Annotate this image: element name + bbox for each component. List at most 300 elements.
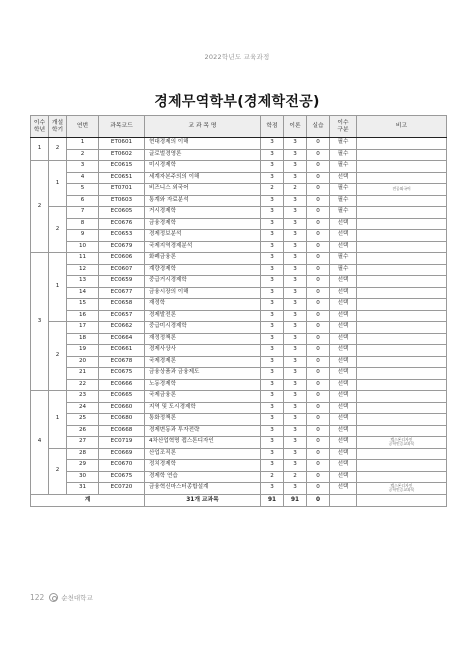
type-cell: 선택 <box>330 230 357 242</box>
theory-cell: 3 <box>284 356 307 368</box>
note-cell <box>357 425 447 437</box>
note-cell: 캡스톤디자인 공학인증교과목 <box>357 483 447 495</box>
semester-cell: 2 <box>49 448 67 494</box>
note-cell <box>357 230 447 242</box>
col-header-note: 비고 <box>357 116 447 138</box>
row-num: 18 <box>67 333 99 345</box>
course-code: EC0661 <box>99 345 145 357</box>
type-cell: 필수 <box>330 264 357 276</box>
table-body <box>31 138 447 507</box>
table-row <box>31 207 447 219</box>
col-header-type: 이수 구분 <box>330 116 357 138</box>
note-cell: 캡스톤디자인 공학인증교과목 <box>357 437 447 449</box>
row-num: 1 <box>67 138 99 150</box>
curriculum-year-label: 2022학년도 교육과정 <box>204 53 270 61</box>
theory-cell: 3 <box>284 437 307 449</box>
row-num: 22 <box>67 379 99 391</box>
credit-cell: 3 <box>261 149 284 161</box>
type-cell: 선택 <box>330 425 357 437</box>
type-cell: 선택 <box>330 322 357 334</box>
note-cell <box>357 149 447 161</box>
col-header-code: 과목코드 <box>99 116 145 138</box>
course-code: EC0720 <box>99 483 145 495</box>
practice-cell: 0 <box>307 345 330 357</box>
practice-cell: 0 <box>307 149 330 161</box>
row-num: 8 <box>67 218 99 230</box>
table-row <box>31 368 447 380</box>
theory-cell: 3 <box>284 460 307 472</box>
curriculum-table <box>30 115 447 507</box>
type-cell: 선택 <box>330 368 357 380</box>
credit-cell: 3 <box>261 172 284 184</box>
total-course-count: 31개 교과목 <box>145 494 261 506</box>
type-cell: 선택 <box>330 391 357 403</box>
note-cell <box>357 138 447 150</box>
practice-cell: 0 <box>307 264 330 276</box>
row-num: 14 <box>67 287 99 299</box>
course-name: 국제금융론 <box>145 391 261 403</box>
course-code: ET0602 <box>99 149 145 161</box>
row-num: 10 <box>67 241 99 253</box>
theory-cell: 3 <box>284 264 307 276</box>
note-cell <box>357 333 447 345</box>
practice-cell: 0 <box>307 425 330 437</box>
table-row <box>31 310 447 322</box>
practice-cell: 0 <box>307 138 330 150</box>
row-num: 21 <box>67 368 99 380</box>
row-num: 11 <box>67 253 99 265</box>
table-row <box>31 483 447 495</box>
course-name: 계량경제학 <box>145 264 261 276</box>
note-cell <box>357 241 447 253</box>
credit-cell: 3 <box>261 437 284 449</box>
semester-cell: 1 <box>49 391 67 449</box>
table-row <box>31 149 447 161</box>
course-name: 통화정책론 <box>145 414 261 426</box>
table-row <box>31 471 447 483</box>
note-cell <box>357 172 447 184</box>
course-code: EC0676 <box>99 218 145 230</box>
theory-cell: 3 <box>284 253 307 265</box>
course-name: 중급미시경제학 <box>145 322 261 334</box>
table-row <box>31 460 447 472</box>
type-cell: 선택 <box>330 218 357 230</box>
note-cell: 전공외국어 <box>357 184 447 196</box>
course-name: 화폐금융론 <box>145 253 261 265</box>
practice-cell: 0 <box>307 310 330 322</box>
row-num: 4 <box>67 172 99 184</box>
theory-cell: 3 <box>284 425 307 437</box>
course-name: 중급거시경제학 <box>145 276 261 288</box>
credit-cell: 3 <box>261 345 284 357</box>
note-cell <box>357 448 447 460</box>
course-code: EC0665 <box>99 391 145 403</box>
course-name: 재정정책론 <box>145 333 261 345</box>
note-cell <box>357 287 447 299</box>
theory-cell: 3 <box>284 299 307 311</box>
note-cell <box>357 299 447 311</box>
type-cell: 선택 <box>330 471 357 483</box>
credit-cell: 3 <box>261 414 284 426</box>
credit-cell: 3 <box>261 391 284 403</box>
practice-cell: 0 <box>307 161 330 173</box>
row-num: 25 <box>67 414 99 426</box>
type-cell: 선택 <box>330 448 357 460</box>
table-row <box>31 161 447 173</box>
course-code: EC0658 <box>99 299 145 311</box>
table-row <box>31 356 447 368</box>
theory-cell: 3 <box>284 379 307 391</box>
course-code: EC0668 <box>99 425 145 437</box>
note-cell <box>357 264 447 276</box>
table-header-row <box>31 116 447 138</box>
course-code: EC0675 <box>99 368 145 380</box>
type-cell: 필수 <box>330 184 357 196</box>
type-cell: 선택 <box>330 287 357 299</box>
theory-cell: 3 <box>284 241 307 253</box>
table-row <box>31 276 447 288</box>
course-name: 재정학 <box>145 299 261 311</box>
type-cell: 선택 <box>330 356 357 368</box>
credit-cell: 3 <box>261 333 284 345</box>
practice-cell: 0 <box>307 333 330 345</box>
type-cell: 필수 <box>330 149 357 161</box>
course-code: EC0669 <box>99 448 145 460</box>
course-name: 국제지역경제분석 <box>145 241 261 253</box>
note-cell <box>357 379 447 391</box>
table-row <box>31 172 447 184</box>
row-num: 23 <box>67 391 99 403</box>
note-cell <box>357 414 447 426</box>
theory-cell: 3 <box>284 161 307 173</box>
year-cell: 4 <box>31 391 49 495</box>
row-num: 6 <box>67 195 99 207</box>
practice-cell: 0 <box>307 218 330 230</box>
note-cell <box>357 310 447 322</box>
practice-cell: 0 <box>307 253 330 265</box>
note-cell <box>357 207 447 219</box>
type-cell: 선택 <box>330 299 357 311</box>
practice-cell: 0 <box>307 448 330 460</box>
col-header-year: 이수 학년 <box>31 116 49 138</box>
col-header-semester: 개설 학기 <box>49 116 67 138</box>
col-header-credit: 학점 <box>261 116 284 138</box>
theory-cell: 3 <box>284 322 307 334</box>
course-code: EC0719 <box>99 437 145 449</box>
theory-cell: 3 <box>284 287 307 299</box>
type-cell: 필수 <box>330 207 357 219</box>
note-cell <box>357 391 447 403</box>
practice-cell: 0 <box>307 471 330 483</box>
table-row <box>31 299 447 311</box>
course-name: 지역 및 도시경제학 <box>145 402 261 414</box>
theory-cell: 3 <box>284 391 307 403</box>
practice-cell: 0 <box>307 299 330 311</box>
page-title: 경제무역학부(경제학전공) <box>154 94 320 110</box>
semester-cell: 1 <box>49 161 67 207</box>
note-cell <box>357 322 447 334</box>
type-cell: 필수 <box>330 195 357 207</box>
row-num: 31 <box>67 483 99 495</box>
course-name: 4차산업혁명 캡스톤디자인 <box>145 437 261 449</box>
theory-cell: 3 <box>284 172 307 184</box>
practice-cell: 0 <box>307 402 330 414</box>
course-name: 산업조직론 <box>145 448 261 460</box>
theory-cell: 3 <box>284 402 307 414</box>
theory-cell: 3 <box>284 368 307 380</box>
course-code: ET0701 <box>99 184 145 196</box>
table-row <box>31 391 447 403</box>
type-cell: 선택 <box>330 310 357 322</box>
page-footer <box>30 591 93 603</box>
course-name: 경제학 연습 <box>145 471 261 483</box>
credit-cell: 3 <box>261 379 284 391</box>
semester-cell: 2 <box>49 207 67 253</box>
table-row <box>31 333 447 345</box>
course-code: EC0606 <box>99 253 145 265</box>
type-cell: 선택 <box>330 172 357 184</box>
credit-cell: 3 <box>261 483 284 495</box>
course-name: 세계자본주의의 이해 <box>145 172 261 184</box>
row-num: 24 <box>67 402 99 414</box>
type-cell: 선택 <box>330 437 357 449</box>
credit-cell: 3 <box>261 276 284 288</box>
credit-cell: 2 <box>261 471 284 483</box>
practice-cell: 0 <box>307 276 330 288</box>
practice-cell: 0 <box>307 287 330 299</box>
row-num: 13 <box>67 276 99 288</box>
total-credit: 91 <box>261 494 284 506</box>
credit-cell: 3 <box>261 218 284 230</box>
col-header-theory: 이론 <box>284 116 307 138</box>
total-note <box>357 494 447 506</box>
credit-cell: 3 <box>261 207 284 219</box>
course-name: 금융상품과 금융제도 <box>145 368 261 380</box>
course-name: 국제경제론 <box>145 356 261 368</box>
theory-cell: 3 <box>284 149 307 161</box>
practice-cell: 0 <box>307 356 330 368</box>
table-row <box>31 322 447 334</box>
theory-cell: 3 <box>284 230 307 242</box>
credit-cell: 3 <box>261 460 284 472</box>
practice-cell: 0 <box>307 368 330 380</box>
course-name: 금융시장의 이해 <box>145 287 261 299</box>
row-num: 27 <box>67 437 99 449</box>
table-row <box>31 414 447 426</box>
row-num: 16 <box>67 310 99 322</box>
note-cell <box>357 218 447 230</box>
theory-cell: 3 <box>284 333 307 345</box>
type-cell: 필수 <box>330 138 357 150</box>
practice-cell: 0 <box>307 414 330 426</box>
theory-cell: 3 <box>284 195 307 207</box>
course-code: EC0680 <box>99 414 145 426</box>
credit-cell: 3 <box>261 253 284 265</box>
credit-cell: 3 <box>261 448 284 460</box>
theory-cell: 3 <box>284 207 307 219</box>
practice-cell: 0 <box>307 172 330 184</box>
col-header-name: 교 과 목 명 <box>145 116 261 138</box>
table-row <box>31 425 447 437</box>
credit-cell: 3 <box>261 264 284 276</box>
type-cell: 필수 <box>330 161 357 173</box>
course-code: EC0675 <box>99 471 145 483</box>
course-code: EC0664 <box>99 333 145 345</box>
course-name: 미시경제학 <box>145 161 261 173</box>
course-code: EC0615 <box>99 161 145 173</box>
university-name: 순천대학교 <box>61 593 93 602</box>
row-num: 26 <box>67 425 99 437</box>
theory-cell: 3 <box>284 218 307 230</box>
type-cell: 선택 <box>330 241 357 253</box>
type-cell: 선택 <box>330 460 357 472</box>
course-code: EC0670 <box>99 460 145 472</box>
theory-cell: 2 <box>284 471 307 483</box>
table-row <box>31 241 447 253</box>
theory-cell: 3 <box>284 310 307 322</box>
practice-cell: 0 <box>307 437 330 449</box>
course-code: EC0653 <box>99 230 145 242</box>
credit-cell: 2 <box>261 184 284 196</box>
credit-cell: 3 <box>261 310 284 322</box>
university-logo-icon <box>49 593 58 602</box>
course-name: 금융혁신마스터종합설계 <box>145 483 261 495</box>
note-cell <box>357 195 447 207</box>
course-code: EC0607 <box>99 264 145 276</box>
total-practice: 0 <box>307 494 330 506</box>
total-type <box>330 494 357 506</box>
course-code: EC0666 <box>99 379 145 391</box>
practice-cell: 0 <box>307 195 330 207</box>
credit-cell: 3 <box>261 402 284 414</box>
practice-cell: 0 <box>307 241 330 253</box>
course-code: ET0601 <box>99 138 145 150</box>
row-num: 29 <box>67 460 99 472</box>
practice-cell: 0 <box>307 460 330 472</box>
note-cell <box>357 368 447 380</box>
practice-cell: 0 <box>307 322 330 334</box>
note-cell <box>357 460 447 472</box>
type-cell: 선택 <box>330 276 357 288</box>
credit-cell: 3 <box>261 368 284 380</box>
type-cell: 선택 <box>330 333 357 345</box>
semester-cell: 2 <box>49 138 67 161</box>
course-code: EC0659 <box>99 276 145 288</box>
row-num: 3 <box>67 161 99 173</box>
theory-cell: 3 <box>284 138 307 150</box>
table-row <box>31 253 447 265</box>
course-code: EC0605 <box>99 207 145 219</box>
total-row <box>31 494 447 506</box>
course-code: EC0662 <box>99 322 145 334</box>
type-cell: 선택 <box>330 379 357 391</box>
theory-cell: 3 <box>284 448 307 460</box>
course-code: EC0660 <box>99 402 145 414</box>
row-num: 17 <box>67 322 99 334</box>
practice-cell: 0 <box>307 207 330 219</box>
practice-cell: 0 <box>307 391 330 403</box>
total-theory: 91 <box>284 494 307 506</box>
practice-cell: 0 <box>307 379 330 391</box>
row-num: 7 <box>67 207 99 219</box>
row-num: 5 <box>67 184 99 196</box>
theory-cell: 3 <box>284 345 307 357</box>
course-name: 정치경제학 <box>145 460 261 472</box>
type-cell: 선택 <box>330 345 357 357</box>
credit-cell: 3 <box>261 425 284 437</box>
year-cell: 2 <box>31 161 49 253</box>
practice-cell: 0 <box>307 230 330 242</box>
table-row <box>31 287 447 299</box>
theory-cell: 3 <box>284 483 307 495</box>
semester-cell: 1 <box>49 253 67 322</box>
course-name: 노동경제학 <box>145 379 261 391</box>
type-cell: 선택 <box>330 483 357 495</box>
credit-cell: 3 <box>261 138 284 150</box>
table-row <box>31 138 447 150</box>
table-row <box>31 264 447 276</box>
note-cell <box>357 471 447 483</box>
row-num: 30 <box>67 471 99 483</box>
table-row <box>31 379 447 391</box>
col-header-practice: 실습 <box>307 116 330 138</box>
row-num: 12 <box>67 264 99 276</box>
course-name: 글로벌경영론 <box>145 149 261 161</box>
semester-cell: 2 <box>49 322 67 391</box>
course-name: 거시경제학 <box>145 207 261 219</box>
course-name: 경제사상사 <box>145 345 261 357</box>
credit-cell: 3 <box>261 356 284 368</box>
row-num: 9 <box>67 230 99 242</box>
course-code: ET0603 <box>99 195 145 207</box>
course-name: 비즈니스 외국어 <box>145 184 261 196</box>
table-row <box>31 437 447 449</box>
credit-cell: 3 <box>261 299 284 311</box>
credit-cell: 3 <box>261 322 284 334</box>
course-name: 경제변동과 투자전략 <box>145 425 261 437</box>
course-code: EC0679 <box>99 241 145 253</box>
course-name: 경제발전론 <box>145 310 261 322</box>
practice-cell: 0 <box>307 483 330 495</box>
row-num: 19 <box>67 345 99 357</box>
practice-cell: 0 <box>307 184 330 196</box>
course-code: EC0657 <box>99 310 145 322</box>
table-row <box>31 230 447 242</box>
credit-cell: 3 <box>261 161 284 173</box>
total-label: 계 <box>31 494 145 506</box>
note-cell <box>357 356 447 368</box>
course-code: EC0677 <box>99 287 145 299</box>
course-code: EC0678 <box>99 356 145 368</box>
theory-cell: 3 <box>284 276 307 288</box>
course-name: 금융경제학 <box>145 218 261 230</box>
table-row <box>31 218 447 230</box>
credit-cell: 3 <box>261 287 284 299</box>
course-code: EC0651 <box>99 172 145 184</box>
theory-cell: 2 <box>284 184 307 196</box>
course-name: 경제정보분석 <box>145 230 261 242</box>
note-cell <box>357 345 447 357</box>
row-num: 28 <box>67 448 99 460</box>
row-num: 15 <box>67 299 99 311</box>
table-row <box>31 345 447 357</box>
note-cell <box>357 253 447 265</box>
theory-cell: 3 <box>284 414 307 426</box>
year-cell: 1 <box>31 138 49 161</box>
table-row <box>31 402 447 414</box>
course-name: 통계와 자료분석 <box>145 195 261 207</box>
credit-cell: 3 <box>261 241 284 253</box>
